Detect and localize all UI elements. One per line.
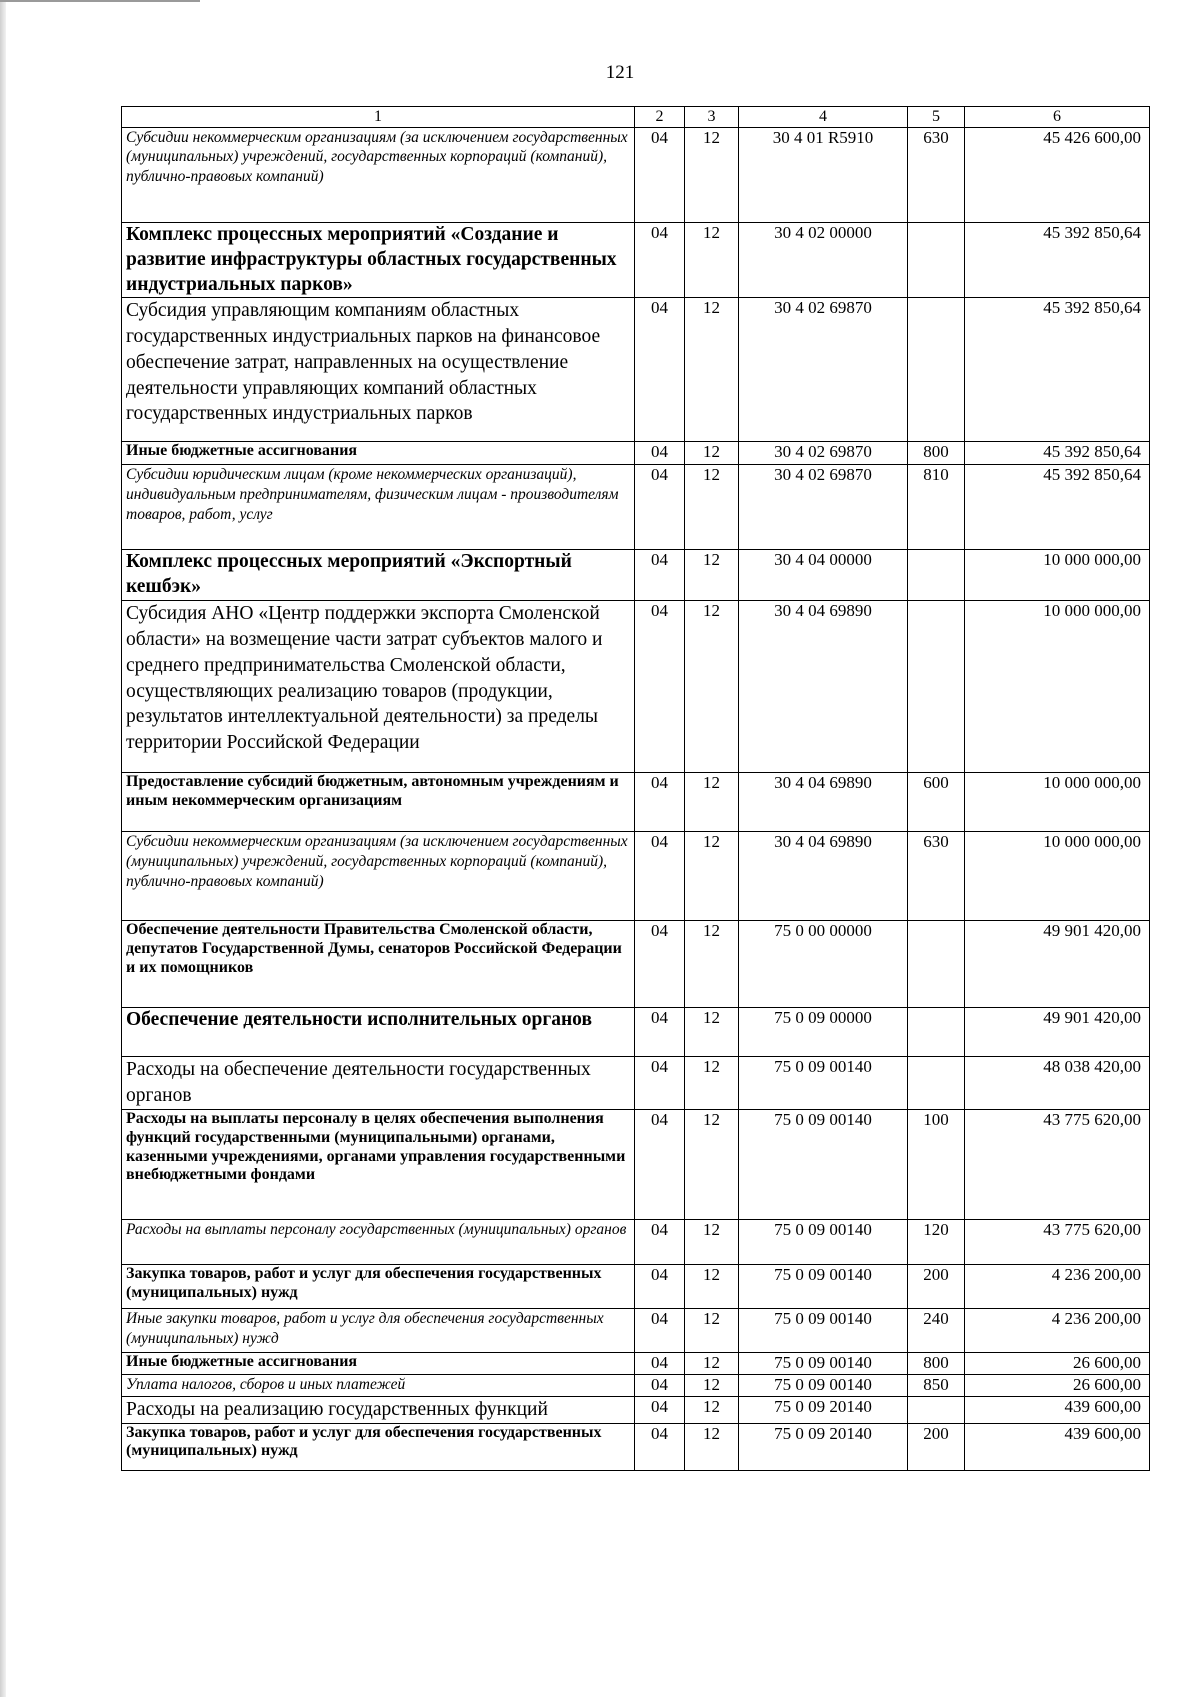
row-name: Расходы на реализацию государственных функций [122, 1396, 635, 1423]
row-code-5: 100 [908, 1109, 965, 1219]
row-code-4: 75 0 09 00140 [739, 1057, 908, 1109]
column-header: 2 [635, 107, 685, 128]
table-row [122, 1374, 1150, 1396]
table-row [122, 1423, 1150, 1470]
row-amount: 45 392 850,64 [965, 298, 1150, 442]
row-code-5 [908, 601, 965, 773]
row-code-5: 200 [908, 1423, 965, 1470]
row-name: Обеспечение деятельности Правительства Смоленской области, депутатов Государственной Думы, сенаторов Российской Федерации и их помощников [122, 921, 635, 1008]
row-code-2: 04 [635, 1352, 685, 1374]
table-row [122, 1308, 1150, 1352]
row-code-5: 850 [908, 1374, 965, 1396]
row-code-2: 04 [635, 1109, 685, 1219]
row-code-5 [908, 1396, 965, 1423]
row-code-5 [908, 298, 965, 442]
row-code-4: 75 0 09 20140 [739, 1423, 908, 1470]
column-header: 4 [739, 107, 908, 128]
row-code-4: 75 0 09 20140 [739, 1396, 908, 1423]
row-code-3: 12 [685, 442, 739, 465]
row-amount: 4 236 200,00 [965, 1308, 1150, 1352]
row-name: Комплекс процессных мероприятий «Экспортный кешбэк» [122, 550, 635, 601]
table-row [122, 921, 1150, 1008]
table-row [122, 1219, 1150, 1264]
row-code-3: 12 [685, 832, 739, 921]
row-amount: 10 000 000,00 [965, 773, 1150, 832]
row-amount: 45 392 850,64 [965, 465, 1150, 550]
row-code-2: 04 [635, 773, 685, 832]
row-code-2: 04 [635, 921, 685, 1008]
row-code-2: 04 [635, 1374, 685, 1396]
row-amount: 10 000 000,00 [965, 601, 1150, 773]
row-name: Субсидия управляющим компаниям областных государственных индустриальных парков на финансовое обеспечение затрат, направленных на осуществление деятельности управляющих компаний областных государственных индустриальных парков [122, 298, 635, 442]
row-code-3: 12 [685, 1352, 739, 1374]
row-name: Субсидии некоммерческим организациям (за исключением государственных (муниципальных) учреждений, государственных корпораций (компаний), публично-правовых компаний) [122, 127, 635, 222]
row-name: Иные закупки товаров, работ и услуг для обеспечения государственных (муниципальных) нужд [122, 1308, 635, 1352]
row-name: Расходы на выплаты персоналу в целях обеспечения выполнения функций государственными (муниципальными) органами, казенными учреждениями, органами управления государственными внебюджетными фондами [122, 1109, 635, 1219]
row-code-2: 04 [635, 222, 685, 298]
column-header: 5 [908, 107, 965, 128]
column-header: 3 [685, 107, 739, 128]
row-code-2: 04 [635, 465, 685, 550]
row-name: Комплекс процессных мероприятий «Создание и развитие инфраструктуры областных государственных индустриальных парков» [122, 222, 635, 298]
scan-top-line [0, 0, 200, 2]
page-number: 121 [605, 62, 635, 83]
row-amount: 439 600,00 [965, 1423, 1150, 1470]
scan-edge [0, 0, 6, 1697]
row-code-4: 30 4 02 69870 [739, 298, 908, 442]
row-code-4: 75 0 09 00140 [739, 1352, 908, 1374]
row-code-2: 04 [635, 550, 685, 601]
row-code-2: 04 [635, 832, 685, 921]
row-code-4: 30 4 04 00000 [739, 550, 908, 601]
row-code-5 [908, 921, 965, 1008]
row-code-2: 04 [635, 127, 685, 222]
row-amount: 49 901 420,00 [965, 1008, 1150, 1057]
table-row [122, 550, 1150, 601]
row-name: Уплата налогов, сборов и иных платежей [122, 1374, 635, 1396]
table-row [122, 1352, 1150, 1374]
row-name: Расходы на обеспечение деятельности государственных органов [122, 1057, 635, 1109]
row-code-5: 800 [908, 1352, 965, 1374]
row-code-5: 810 [908, 465, 965, 550]
row-code-5 [908, 550, 965, 601]
row-amount: 26 600,00 [965, 1374, 1150, 1396]
table-row [122, 1396, 1150, 1423]
table-row [122, 1109, 1150, 1219]
row-code-3: 12 [685, 298, 739, 442]
row-amount: 43 775 620,00 [965, 1219, 1150, 1264]
row-code-4: 75 0 09 00140 [739, 1109, 908, 1219]
row-code-4: 30 4 04 69890 [739, 832, 908, 921]
row-code-2: 04 [635, 1219, 685, 1264]
column-header: 1 [122, 107, 635, 128]
row-code-3: 12 [685, 465, 739, 550]
row-name: Субсидии юридическим лицам (кроме некоммерческих организаций), индивидуальным предпринимателям, физическим лицам - производителям товаров, работ, услуг [122, 465, 635, 550]
table-row [122, 773, 1150, 832]
row-code-5: 630 [908, 127, 965, 222]
row-amount: 26 600,00 [965, 1352, 1150, 1374]
row-name: Обеспечение деятельности исполнительных органов [122, 1008, 635, 1057]
row-code-5: 200 [908, 1264, 965, 1308]
row-code-5 [908, 222, 965, 298]
row-name: Предоставление субсидий бюджетным, автономным учреждениям и иным некоммерческим организациям [122, 773, 635, 832]
row-code-2: 04 [635, 601, 685, 773]
table-row [122, 442, 1150, 465]
row-code-4: 75 0 09 00000 [739, 1008, 908, 1057]
row-code-2: 04 [635, 442, 685, 465]
row-amount: 49 901 420,00 [965, 921, 1150, 1008]
row-amount: 45 392 850,64 [965, 222, 1150, 298]
row-amount: 10 000 000,00 [965, 832, 1150, 921]
row-name: Расходы на выплаты персоналу государственных (муниципальных) органов [122, 1219, 635, 1264]
row-code-5: 630 [908, 832, 965, 921]
row-code-4: 30 4 01 R5910 [739, 127, 908, 222]
table-body [122, 127, 1150, 1470]
row-amount: 43 775 620,00 [965, 1109, 1150, 1219]
row-code-5: 120 [908, 1219, 965, 1264]
row-code-4: 75 0 00 00000 [739, 921, 908, 1008]
table-row [122, 601, 1150, 773]
row-amount: 4 236 200,00 [965, 1264, 1150, 1308]
row-code-4: 30 4 04 69890 [739, 773, 908, 832]
row-code-3: 12 [685, 601, 739, 773]
row-code-2: 04 [635, 1423, 685, 1470]
row-code-2: 04 [635, 1396, 685, 1423]
row-code-5: 600 [908, 773, 965, 832]
row-code-2: 04 [635, 1264, 685, 1308]
column-header: 6 [965, 107, 1150, 128]
row-code-3: 12 [685, 1396, 739, 1423]
table-row [122, 1264, 1150, 1308]
table-row [122, 1057, 1150, 1109]
row-code-3: 12 [685, 127, 739, 222]
row-amount: 45 392 850,64 [965, 442, 1150, 465]
row-name: Иные бюджетные ассигнования [122, 1352, 635, 1374]
row-code-2: 04 [635, 1308, 685, 1352]
row-code-4: 75 0 09 00140 [739, 1374, 908, 1396]
row-code-4: 30 4 02 69870 [739, 465, 908, 550]
row-code-4: 75 0 09 00140 [739, 1308, 908, 1352]
row-amount: 48 038 420,00 [965, 1057, 1150, 1109]
row-name: Иные бюджетные ассигнования [122, 442, 635, 465]
header-row [122, 107, 1150, 128]
table-row [122, 465, 1150, 550]
row-code-4: 30 4 04 69890 [739, 601, 908, 773]
row-code-2: 04 [635, 1057, 685, 1109]
row-code-3: 12 [685, 1264, 739, 1308]
row-code-3: 12 [685, 1423, 739, 1470]
row-name: Субсидия АНО «Центр поддержки экспорта Смоленской области» на возмещение части затрат субъектов малого и среднего предпринимательства Смоленской области, осуществляющих реализацию товаров (продукции, результатов интеллектуальной деятельности) за пределы территории Российской Федерации [122, 601, 635, 773]
row-code-5: 800 [908, 442, 965, 465]
row-code-5 [908, 1057, 965, 1109]
row-code-3: 12 [685, 1008, 739, 1057]
row-amount: 45 426 600,00 [965, 127, 1150, 222]
row-code-3: 12 [685, 1109, 739, 1219]
row-code-3: 12 [685, 773, 739, 832]
row-code-5: 240 [908, 1308, 965, 1352]
row-code-3: 12 [685, 1308, 739, 1352]
row-code-3: 12 [685, 1219, 739, 1264]
row-code-2: 04 [635, 1008, 685, 1057]
row-code-3: 12 [685, 921, 739, 1008]
row-name: Закупка товаров, работ и услуг для обеспечения государственных (муниципальных) нужд [122, 1264, 635, 1308]
table-row [122, 832, 1150, 921]
row-code-3: 12 [685, 1374, 739, 1396]
row-code-3: 12 [685, 222, 739, 298]
row-code-4: 75 0 09 00140 [739, 1219, 908, 1264]
row-name: Субсидии некоммерческим организациям (за исключением государственных (муниципальных) учреждений, государственных корпораций (компаний), публично-правовых компаний) [122, 832, 635, 921]
table-row [122, 127, 1150, 222]
row-name: Закупка товаров, работ и услуг для обеспечения государственных (муниципальных) нужд [122, 1423, 635, 1470]
row-amount: 439 600,00 [965, 1396, 1150, 1423]
row-amount: 10 000 000,00 [965, 550, 1150, 601]
table-row [122, 298, 1150, 442]
table-row [122, 222, 1150, 298]
row-code-4: 30 4 02 00000 [739, 222, 908, 298]
row-code-3: 12 [685, 1057, 739, 1109]
budget-table [121, 106, 1150, 1471]
row-code-2: 04 [635, 298, 685, 442]
row-code-4: 75 0 09 00140 [739, 1264, 908, 1308]
row-code-3: 12 [685, 550, 739, 601]
row-code-5 [908, 1008, 965, 1057]
table-row [122, 1008, 1150, 1057]
row-code-4: 30 4 02 69870 [739, 442, 908, 465]
